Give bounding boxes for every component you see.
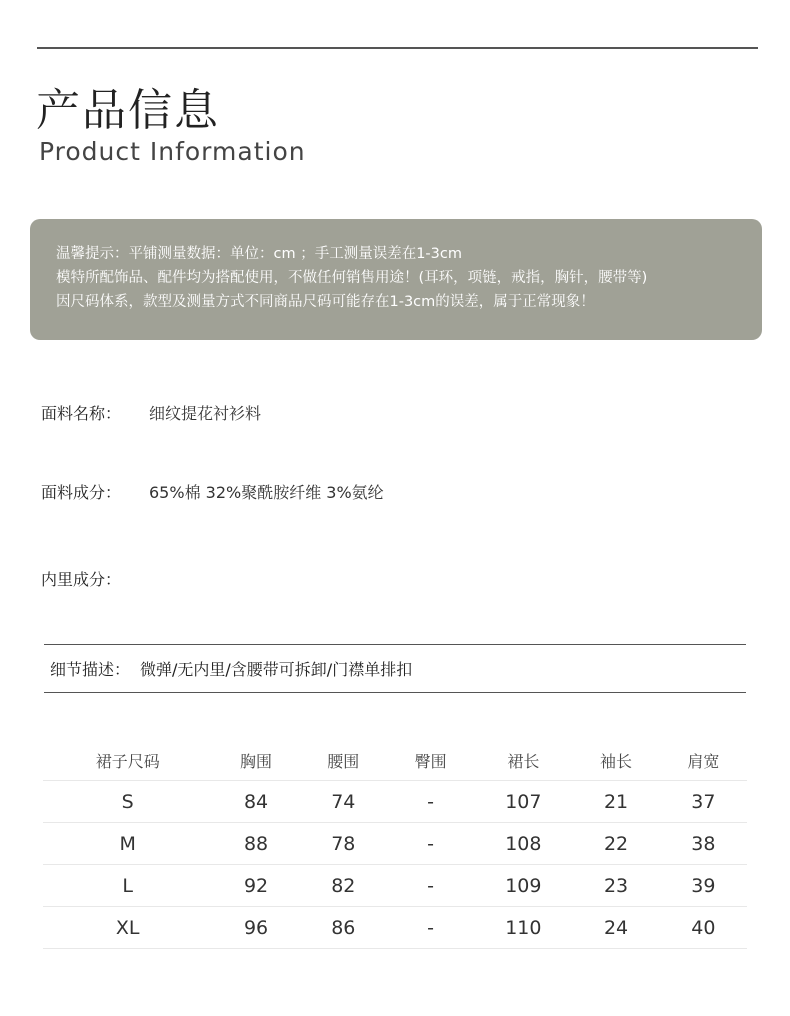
lining-row <box>41 567 121 590</box>
size-table-header <box>43 740 747 781</box>
table-cell: - <box>387 781 474 823</box>
table-cell: 84 <box>212 781 299 823</box>
table-cell: 38 <box>660 823 747 865</box>
fabric-composition-row <box>41 480 384 503</box>
table-cell: 108 <box>474 823 572 865</box>
top-divider <box>37 47 758 49</box>
table-row <box>43 781 747 823</box>
table-cell: 78 <box>300 823 387 865</box>
header-cell: 腰围 <box>300 740 387 781</box>
header-cell: 臀围 <box>387 740 474 781</box>
size-table <box>43 740 747 949</box>
fabric-composition-value: 65%棉 32%聚酰胺纤维 3%氨纶 <box>149 483 384 502</box>
page-title: 产品信息 <box>36 85 220 136</box>
table-cell: 74 <box>300 781 387 823</box>
table-cell: XL <box>43 907 212 949</box>
table-cell: 88 <box>212 823 299 865</box>
table-row <box>43 823 747 865</box>
table-cell: - <box>387 823 474 865</box>
table-cell: 92 <box>212 865 299 907</box>
table-cell: - <box>387 907 474 949</box>
table-cell: 107 <box>474 781 572 823</box>
header-cell: 裙长 <box>474 740 572 781</box>
notice-line: 温馨提示：平铺测量数据：单位：cm ；手工测量误差在1-3cm <box>56 246 462 262</box>
table-cell: 22 <box>572 823 659 865</box>
table-cell: L <box>43 865 212 907</box>
table-cell: 96 <box>212 907 299 949</box>
table-cell: 110 <box>474 907 572 949</box>
lining-label: 内里成分： <box>41 570 122 589</box>
table-cell: S <box>43 781 212 823</box>
fabric-name-label: 面料名称： <box>41 404 122 423</box>
table-cell: 37 <box>660 781 747 823</box>
fabric-composition-label: 面料成分： <box>41 483 122 502</box>
header-cell: 肩宽 <box>660 740 747 781</box>
table-cell: - <box>387 865 474 907</box>
detail-label: 细节描述： <box>50 660 131 679</box>
detail-row <box>50 657 412 680</box>
notice-line: 因尺码体系，款型及测量方式不同商品尺码可能存在1-3cm的误差，属于正常现象！ <box>56 294 595 310</box>
notice-box <box>30 219 762 340</box>
header-cell: 胸围 <box>212 740 299 781</box>
page-subtitle: Product Information <box>39 137 306 166</box>
table-cell: 39 <box>660 865 747 907</box>
table-cell: 21 <box>572 781 659 823</box>
fabric-name-row <box>41 401 262 424</box>
header-cell: 袖长 <box>572 740 659 781</box>
table-cell: 24 <box>572 907 659 949</box>
table-cell: M <box>43 823 212 865</box>
table-row <box>43 907 747 949</box>
detail-value: 微弹/无内里/含腰带可拆卸/门襟单排扣 <box>140 660 413 679</box>
fabric-name-value: 细纹提花衬衫料 <box>149 404 262 423</box>
detail-bottom-divider <box>44 692 746 693</box>
table-cell: 82 <box>300 865 387 907</box>
header-cell: 裙子尺码 <box>43 740 212 781</box>
detail-top-divider <box>44 644 746 645</box>
table-row <box>43 865 747 907</box>
table-cell: 40 <box>660 907 747 949</box>
table-cell: 109 <box>474 865 572 907</box>
notice-line: 模特所配饰品、配件均为搭配使用，不做任何销售用途！(耳环，项链，戒指，胸针，腰带等) <box>56 270 648 286</box>
table-cell: 86 <box>300 907 387 949</box>
table-cell: 23 <box>572 865 659 907</box>
